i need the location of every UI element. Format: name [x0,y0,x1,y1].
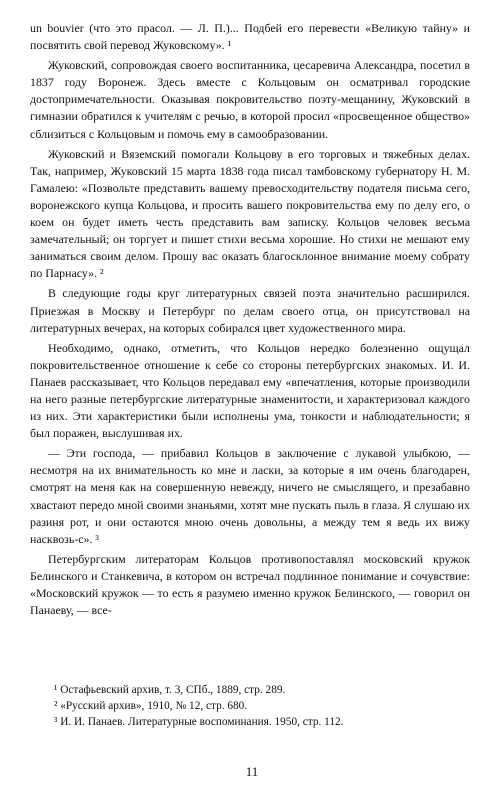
page-number: 11 [245,764,259,779]
paragraph-6: — Эти господа, — прибавил Кольцов в заключение с лукавой улыбкою, — несмотря на их внимательность ко мне и ласки, за которые я им очень благодарен, смотрят на меня как на совершенную невежду, ничего не смыслящего, и презабавно хвастают передо мной своими знаньями, хотят мне пускать пыль в глаза. Я слушаю их разиня рот, и они остаются мною очень довольны, а между тем я ведь их вижу насквозь-с». ³ [30,446,470,546]
footnote-3: ³ И. И. Панаев. Литературные воспоминания. 1950, стр. 112. [54,716,344,728]
footnote-1: ¹ Остафьевский архив, т. 3, СПб., 1889, стр. 289. [54,684,286,696]
paragraph-7: Петербургским литераторам Кольцов противопоставлял московский кружок Белинского и Станкевича, в котором он встречал подлинное понимание и сочувствие: «Московский кружок — то есть я разумею именно кружок Белинского, — говорил он Панаеву, — все- [30,551,470,618]
paragraph-2: Жуковский, сопровождая своего воспитанника, цесаревича Александра, посетил в 1837 году Воронеж. Здесь вместе с Кольцовым он осматривал городские достопримечательности. Оказывая покровительство поэту-мещанину, Жуковский в гимназии обратился к учителям с речью, в которой просил «просвещенное общество» сблизиться с Кольцовым и помочь ему в самообразовании. [30,58,470,141]
paragraph-5: Необходимо, однако, отметить, что Кольцов нередко болезненно ощущал покровительственное отношение к себе со стороны петербургских знакомых. И. И. Панаев рассказывает, что Кольцов передавал ему «впечатления, которые производили на него разные петербургские литературные знаменитости, и характеризовал каждого из них. Эти характеристики были исполнены ума, тонкости и наблюдательности; я был поражен, выслушивая их. [30,340,470,441]
footnote-2: ² «Русский архив», 1910, № 12, стр. 680. [54,700,248,712]
footnotes [30,682,470,730]
paragraph-1: un bouvier (что это прасол. — Л. П.)... Подбей его перевести «Великую тайну» и посвятить свой перевод Жуковскому». ¹ [30,21,470,53]
page-body [30,20,470,619]
paragraph-4: В следующие годы круг литературных связей поэта значительно расширился. Приезжая в Москву и Петербург по делам своего отца, он присутствовал на литературных вечерах, на которых собирался цвет художественного мира. [30,286,470,335]
paragraph-3: Жуковский и Вяземский помогали Кольцову в его торговых и тяжебных делах. Так, например, Жуковский 15 марта 1838 года писал тамбовскому губернатору Н. М. Гамалею: «Позвольте представить вашему превосходительству подателя письма сего, воронежского купца Кольцова, и просить вашего покровительства ему по делу его, о коем он будет иметь честь представить вам записку. Кольцов человек весьма замечательный; он торгует и пишет стихи весьма хорошие. Но стихи не мешают ему заниматься своим делом. Прошу вас оказать благосклонное внимание моему собрату по Парнасу». ² [30,146,470,281]
